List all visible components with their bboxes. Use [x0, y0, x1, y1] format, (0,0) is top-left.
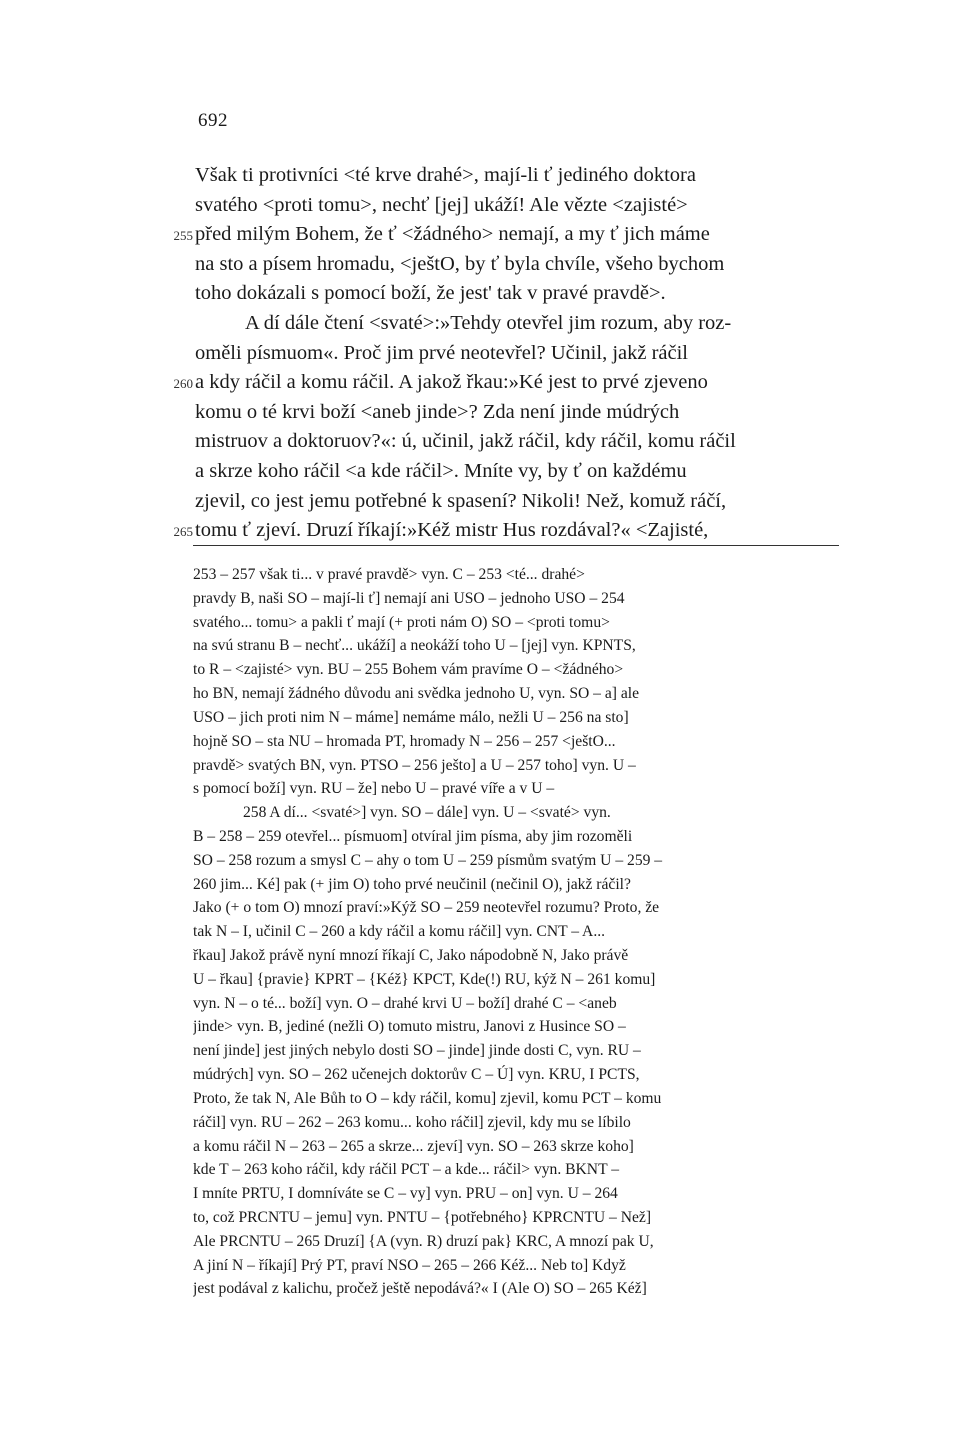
apparatus-line: SO – 258 rozum a smysl C – ahy o tom U – 259 písmům svatým U – 259 – — [193, 851, 663, 869]
text-line — [150, 164, 840, 194]
line-text: a kdy ráčil a komu ráčil. A jakož řkau:»Ké jest to prvé zjeveno — [195, 371, 708, 394]
apparatus-line: s pomocí boží] vyn. RU – že] nebo U – pravé víře a v U – — [193, 780, 555, 798]
apparatus-line: pravdy B, naši SO – mají-li ť] nemají ani USO – jednoho USO – 254 — [193, 589, 625, 607]
text-line — [150, 460, 840, 490]
apparatus-line: jest podával z kalichu, pročež ještě nepodává?« I (Ale O) SO – 265 Kéž] — [193, 1280, 647, 1298]
text-line — [150, 312, 840, 342]
line-text: před milým Bohem, že ť <žádného> nemají, a my ť jich máme — [195, 223, 710, 246]
apparatus-line: vyn. N – o té... boží] vyn. O – drahé krvi U – boží] drahé C – <aneb — [193, 994, 617, 1012]
footnote-divider — [193, 545, 839, 546]
page-number: 692 — [198, 110, 228, 131]
apparatus-line: U – řkau] {pravie} KPRT – {Kéž} KPCT, Kde(!) RU, kýž N – 261 komu] — [193, 970, 656, 988]
apparatus-line: múdrých] vyn. SO – 262 učenejch doktorův C – Ú] vyn. KRU, I PCTS, — [193, 1066, 640, 1084]
line-text: tomu ť zjeví. Druzí říkají:»Kéž mistr Hus rozdával?« <Zajisté, — [195, 519, 709, 542]
line-text: Však ti protivníci <té krve drahé>, mají-li ť jediného doktora — [195, 164, 696, 186]
apparatus-line: Ale PRCNTU – 265 Druzí] {A (vyn. R) druzí pak} KRC, A mnozí pak U, — [193, 1232, 654, 1250]
apparatus-line: A jiní N – říkají] Prý PT, praví NSO – 265 – 266 Kéž... Neb to] Když — [193, 1256, 626, 1274]
apparatus-line: Jako (+ o tom O) mnozí praví:»Kýž SO – 259 neotevřel rozumu? Proto, že — [193, 899, 660, 917]
line-text: komu o té krvi boží <aneb jinde>? Zda není jinde múdrých — [195, 400, 680, 423]
line-number: 265 — [173, 524, 193, 540]
text-line — [150, 282, 840, 312]
text-line — [150, 401, 840, 431]
text-line — [150, 371, 840, 401]
apparatus-line: to R – <zajisté> vyn. BU – 255 Bohem vám pravíme O – <žádného> — [193, 661, 624, 679]
text-line — [150, 194, 840, 224]
line-number: 255 — [173, 228, 193, 244]
apparatus-line: kde T – 263 koho ráčil, kdy ráčil PCT – a kde... ráčil> vyn. BKNT – — [193, 1161, 620, 1179]
line-number: 260 — [173, 376, 193, 392]
line-text: svatého <proti tomu>, nechť [jej] ukáží! Ale vězte <zajisté> — [195, 193, 688, 216]
line-text: A dí dále čtení <svaté>:»Tehdy otevřel jim rozum, aby roz- — [245, 311, 732, 334]
line-text: a skrze koho ráčil <a kde ráčil>. Mníte vy, by ť on každému — [195, 459, 687, 482]
apparatus-line: ráčil] vyn. RU – 262 – 263 komu... koho ráčil] zjevil, kdy mu se líbilo — [193, 1113, 631, 1131]
critical-apparatus — [193, 563, 841, 1301]
apparatus-line: jinde> vyn. B, jediné (nežli O) tomuto mistru, Janovi z Husince SO – — [193, 1018, 626, 1036]
apparatus-line: a komu ráčil N – 263 – 265 a skrze... zjeví] vyn. SO – 263 skrze koho] — [193, 1137, 634, 1155]
apparatus-line: na svú stranu B – nechť... ukáží] a neokáží toho U – [jej] vyn. KPNTS, — [193, 637, 636, 655]
apparatus-line: 253 – 257 však ti... v pravé pravdě> vyn. C – 253 <té... drahé> — [193, 566, 585, 583]
line-text: oměli písmuom«. Proč jim prvé neotevřel? Učinil, jakž ráčil — [195, 341, 689, 364]
apparatus-line: Proto, že tak N, Ale Bůh to O – kdy ráčil, komu] zjevil, komu PCT – komu — [193, 1089, 662, 1107]
text-line — [150, 253, 840, 283]
apparatus-line: I mníte PRTU, I domníváte se C – vy] vyn. PRU – on] vyn. U – 264 — [193, 1185, 618, 1203]
apparatus-line: 260 jim... Ké] pak (+ jim O) toho prvé neučinil (nečinil O), jakž ráčil? — [193, 875, 631, 893]
apparatus-line: hojně SO – sta NU – hromada PT, hromady N – 256 – 257 <ještO... — [193, 732, 616, 750]
apparatus-line: ho BN, nemají žádného důvodu ani svědka jednoho U, vyn. SO – a] ale — [193, 685, 640, 703]
main-text — [150, 164, 840, 549]
apparatus-line: to, což PRCNTU – jemu] vyn. PNTU – {potřebného} KPRCNTU – Než] — [193, 1208, 652, 1226]
apparatus-line: B – 258 – 259 otevřel... písmuom] otvíral jim písma, aby jim rozoměli — [193, 827, 633, 845]
text-line — [150, 490, 840, 520]
apparatus-line: 258 A dí... <svaté>] vyn. SO – dále] vyn. U – <svaté> vyn. — [243, 804, 611, 822]
text-line — [150, 223, 840, 253]
apparatus-line: není jinde] jest jiných nebylo dosti SO – jinde] jinde dosti C, vyn. RU – — [193, 1042, 641, 1060]
line-text: mistruov a doktoruov?«: ú, učinil, jakž ráčil, kdy ráčil, komu ráčil — [195, 430, 736, 453]
line-text: na sto a písem hromadu, <ještO, by ť byla chvíle, všeho bychom — [195, 252, 725, 275]
text-line — [150, 342, 840, 372]
apparatus-line: svatého... tomu> a pakli ť mají (+ proti nám O) SO – <proti tomu> — [193, 613, 610, 631]
apparatus-line: pravdě> svatých BN, vyn. PTSO – 256 ješto] a U – 257 toho] vyn. U – — [193, 756, 636, 774]
line-text: toho dokázali s pomocí boží, že jest' tak v pravé pravdě>. — [195, 282, 666, 305]
text-line — [150, 430, 840, 460]
line-text: zjevil, co jest jemu potřebné k spasení? Nikoli! Než, komuž ráčí, — [195, 489, 727, 512]
apparatus-line: řkau] Jakož právě nyní mnozí říkají C, Jako nápodobně N, Jako právě — [193, 947, 629, 964]
apparatus-line: USO – jich proti nim N – máme] nemáme málo, nežli U – 256 na sto] — [193, 708, 629, 726]
apparatus-line: tak N – I, učinil C – 260 a kdy ráčil a komu ráčil] vyn. CNT – A... — [193, 923, 606, 941]
